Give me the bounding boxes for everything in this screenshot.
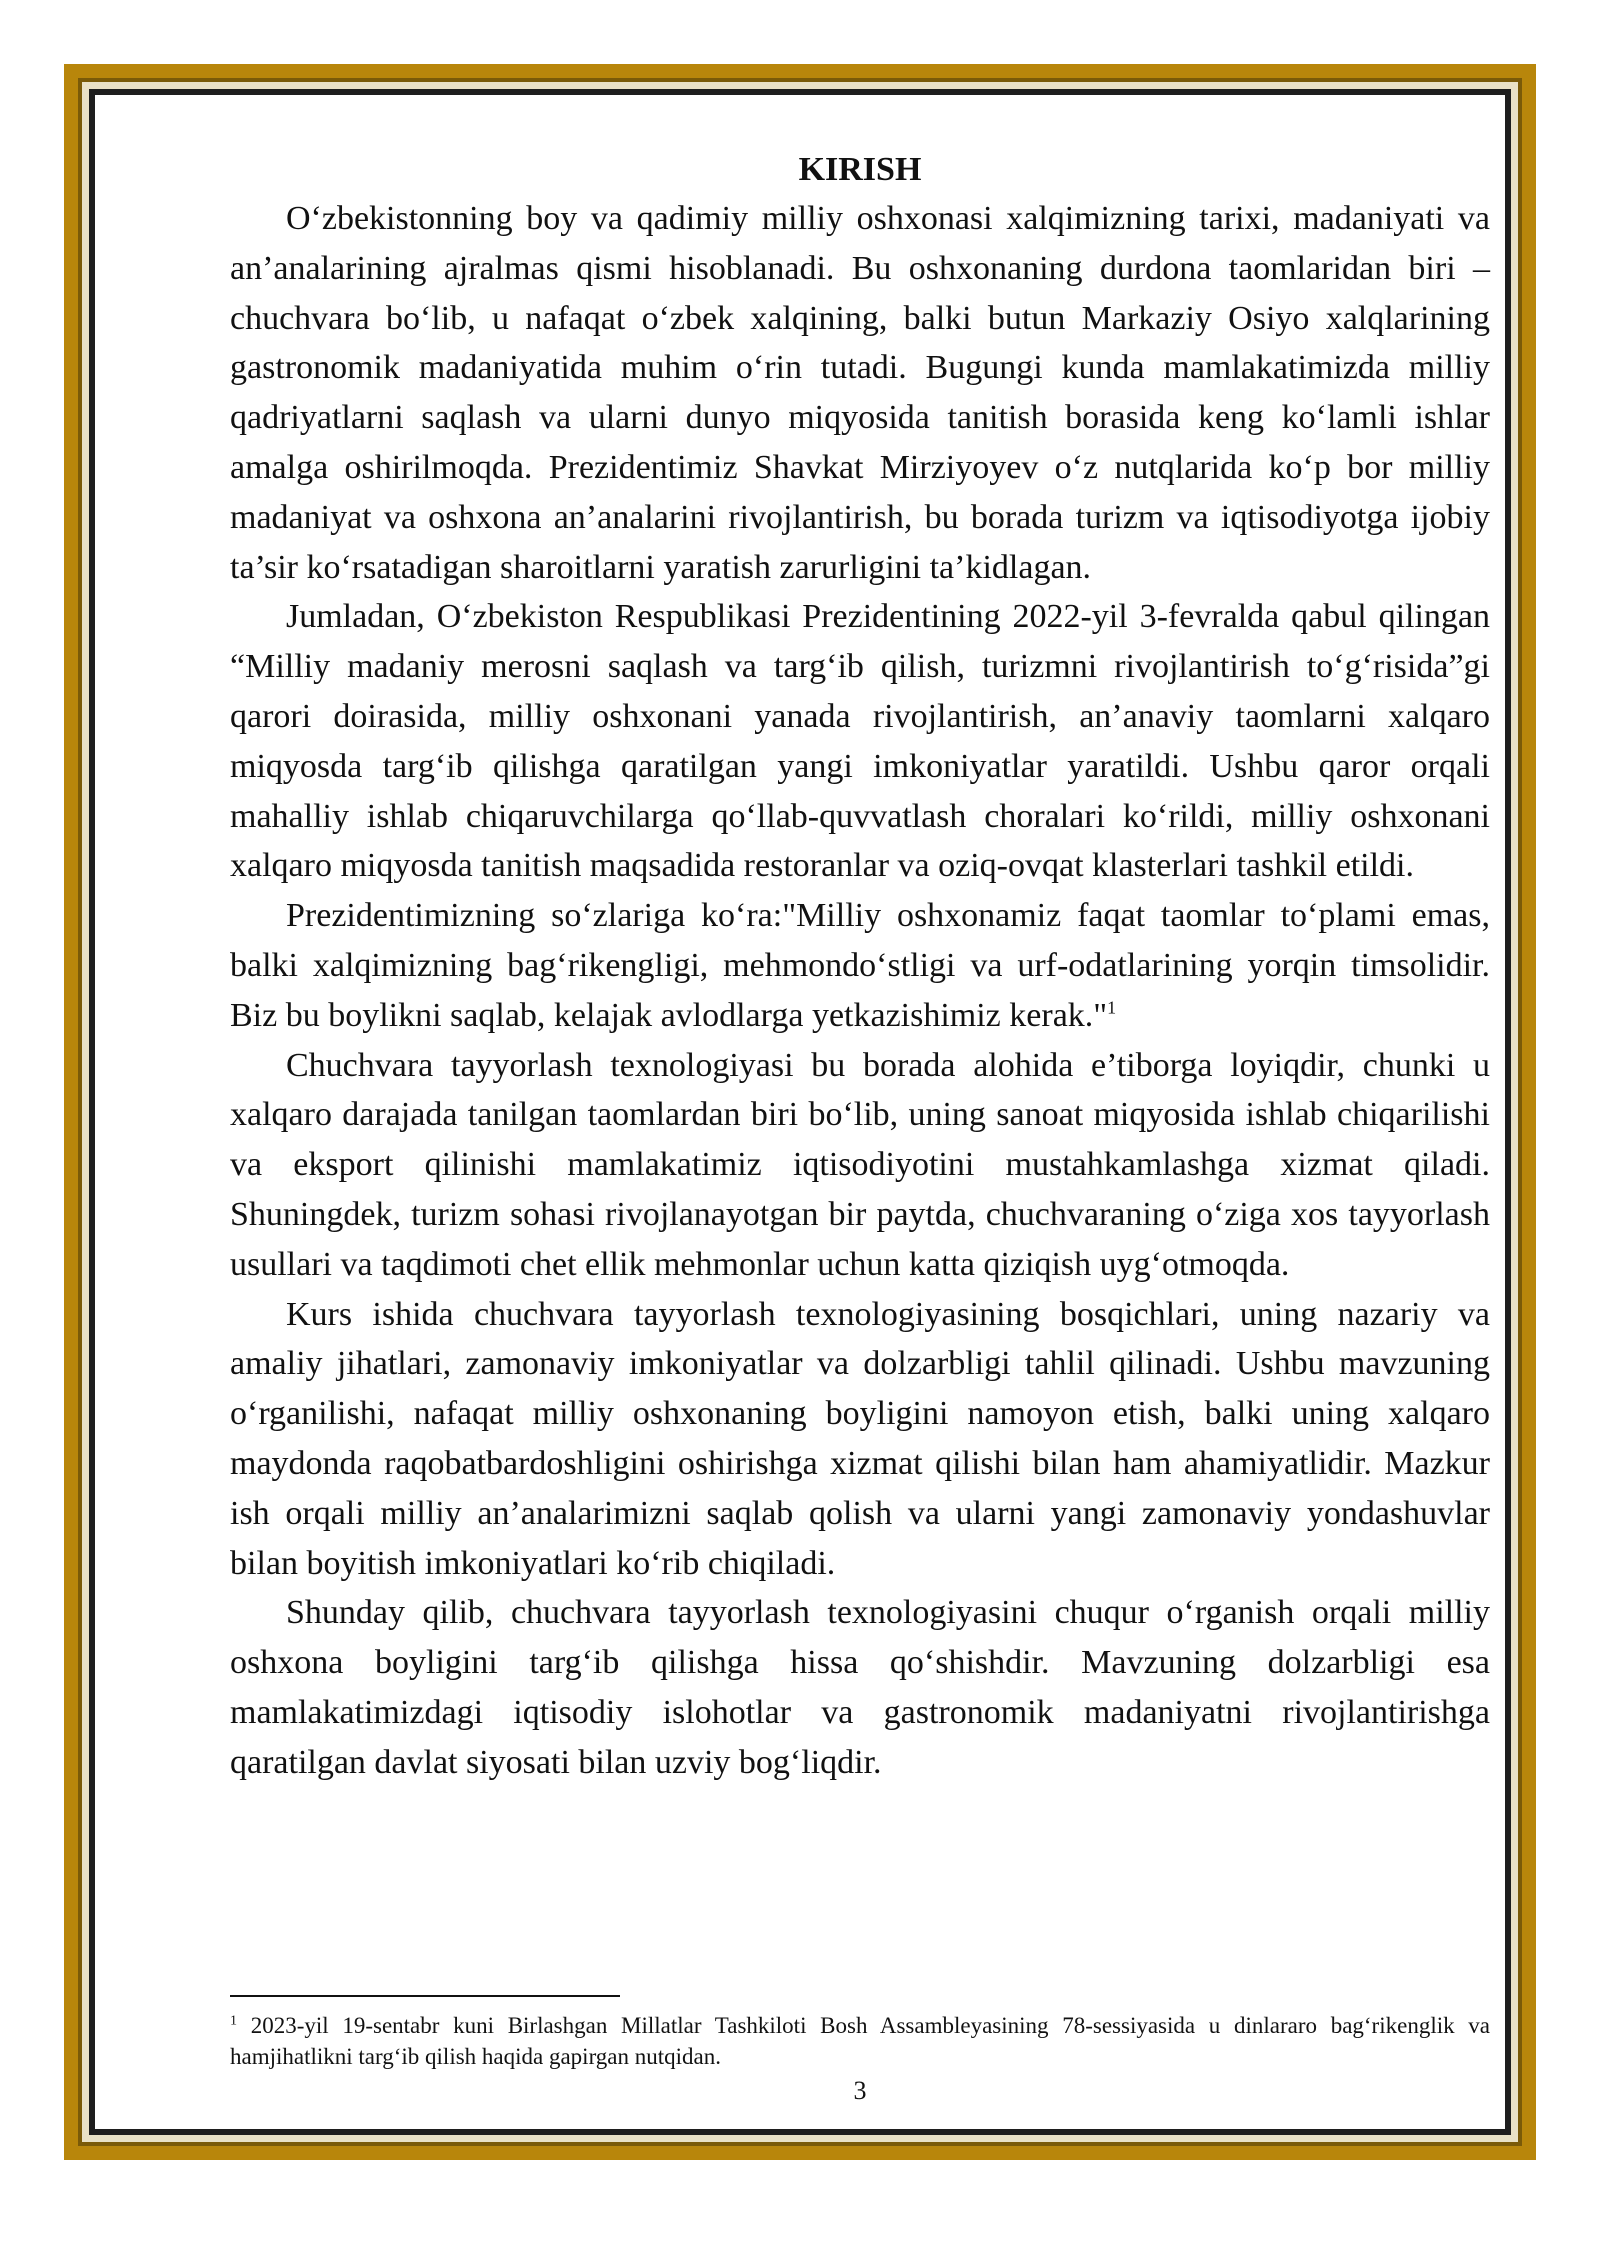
footnote-marker: 1 — [230, 2013, 237, 2029]
paragraph-3 — [230, 891, 1490, 1040]
document-body — [230, 150, 1490, 1788]
paragraph-6: Shunday qilib, chuchvara tayyorlash texnologiyasini chuqur o‘rganish orqali milliy oshxona boyligini targ‘ib qilishga hissa qo‘shishdir. Mavzuning dolzarbligi esa mamlakatimizdagi iqtisodiy islohotlar va gastronomik madaniyatni rivojlantirishga qaratilgan davlat siyosati bilan uzviy bog‘liqdir. — [230, 1594, 1490, 1781]
footnote-text: 2023-yil 19-sentabr kuni Birlashgan Millatlar Tashkiloti Bosh Assambleyasining 78-sessiyasida u dinlararo bag‘rikenglik va hamjihatlikni targ‘ib qilish haqida gapirgan nutqidan. — [230, 2013, 1491, 2069]
paragraph-2: Jumladan, O‘zbekiston Respublikasi Prezidentining 2022-yil 3-fevralda qabul qilingan “Milliy madaniy merosni saqlash va targ‘ib qilish, turizmni rivojlantirish to‘g‘risida”gi qarori doirasida, milliy oshxonani yanada rivojlantirish, an’anaviy taomlarni xalqaro miqyosda targ‘ib qilishga qaratilgan yangi imkoniyatlar yaratildi. Ushbu qaror orqali mahalliy ishlab chiqaruvchilarga qo‘llab-quvvatlash choralari ko‘rildi, milliy oshxonani xalqaro miqyosda tanitish maqsadida restoranlar va oziq-ovqat klasterlari tashkil etildi. — [230, 598, 1490, 885]
paragraph-3-text: Prezidentimizning so‘zlariga ko‘ra:"Milliy oshxonamiz faqat taomlar to‘plami emas, balki xalqimizning bag‘rikengligi, mehmondo‘stligi va urf-odatlarining yorqin timsolidir. Biz bu boylikni saqlab, kelajak avlodlarga yetkazishimiz kerak." — [230, 897, 1490, 1034]
section-title: KIRISH — [798, 151, 922, 188]
footnote-separator — [230, 1995, 620, 1997]
paragraph-5: Kurs ishida chuchvara tayyorlash texnologiyasining bosqichlari, uning nazariy va amaliy jihatlari, zamonaviy imkoniyatlar va dolzarbligi tahlil qilinadi. Ushbu mavzuning o‘rganilishi, nafaqat milliy oshxonaning boyligini namoyon etish, balki uning xalqaro maydonda raqobatbardoshligini oshirishga xizmat qilishi bilan ham ahamiyatlidir. Mazkur ish orqali milliy an’analarimizni saqlab qolish va ularni yangi zamonaviy yondashuvlar bilan boyitish imkoniyatlari ko‘rib chiqiladi. — [230, 1295, 1490, 1582]
footnote-reference[interactable]: 1 — [1107, 997, 1117, 1018]
footnote — [230, 2010, 1490, 2072]
page-number: 3 — [853, 2076, 867, 2105]
paragraph-1: O‘zbekistonning boy va qadimiy milliy oshxonasi xalqimizning tarixi, madaniyati va an’analarining ajralmas qismi hisoblanadi. Bu oshxonaning durdona taomlaridan biri – chuchvara bo‘lib, u nafaqat o‘zbek xalqining, balki butun Markaziy Osiyo xalqlarining gastronomik madaniyatida muhim o‘rin tutadi. Bugungi kunda mamlakatimizda milliy qadriyatlarni saqlash va ularni dunyo miqyosida tanitish borasida keng ko‘lamli ishlar amalga oshirilmoqda. Prezidentimiz Shavkat Mirziyoyev o‘z nutqlarida ko‘p bor milliy madaniyat va oshxona an’analarini rivojlantirish, bu borada turizm va iqtisodiyotga ijobiy ta’sir ko‘rsatadigan sharoitlarni yaratish zarurligini ta’kidlagan. — [230, 200, 1490, 586]
paragraph-4: Chuchvara tayyorlash texnologiyasi bu borada alohida e’tiborga loyiqdir, chunki u xalqaro darajada tanilgan taomlardan biri bo‘lib, uning sanoat miqyosida ishlab chiqarilishi va eksport qilinishi mamlakatimiz iqtisodiyotini mustahkamlashga xizmat qiladi. Shuningdek, turizm sohasi rivojlanayotgan bir paytda, chuchvaraning o‘ziga xos tayyorlash usullari va taqdimoti chet ellik mehmonlar uchun katta qiziqish uyg‘otmoqda. — [230, 1046, 1490, 1283]
